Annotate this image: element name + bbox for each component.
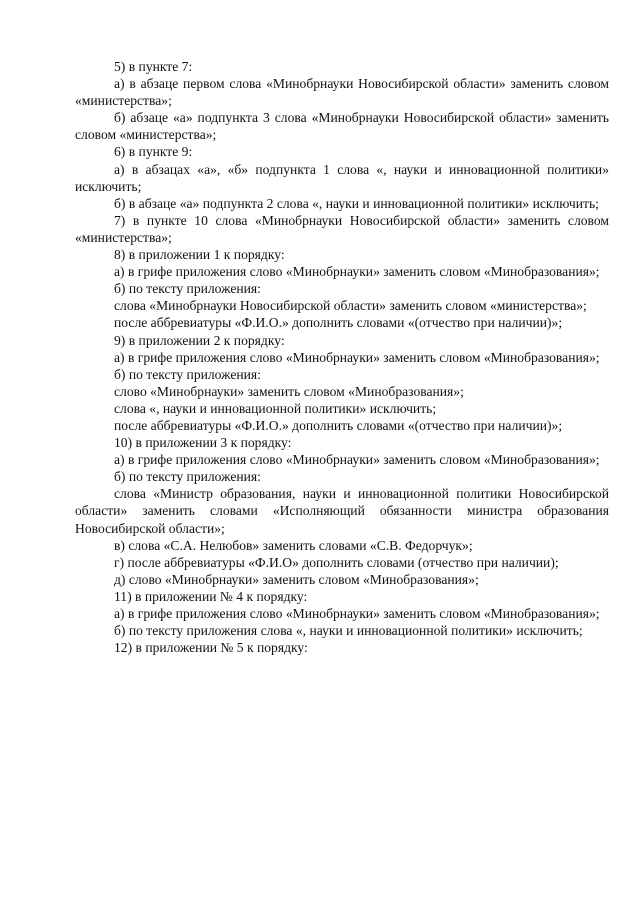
paragraph: 11) в приложении № 4 к порядку: (114, 588, 308, 604)
paragraph: 10) в приложении 3 к порядку: (114, 435, 292, 451)
paragraph: 8) в приложении 1 к порядку: (114, 247, 285, 263)
paragraph: слова «, науки и инновационной политики» исключить; (114, 400, 437, 416)
paragraph: слова «Минобрнауки Новосибирской области» заменить словом «министерства»; (114, 298, 587, 314)
paragraph: а) в грифе приложения слово «Минобрнауки» заменить словом «Минобразования»; (114, 264, 600, 280)
paragraph: а) в грифе приложения слово «Минобрнауки» заменить словом «Минобразования»; (114, 349, 600, 365)
paragraph: после аббревиатуры «Ф.И.О.» дополнить словами «(отчество при наличии)»; (114, 315, 563, 331)
paragraph: а) в абзаце первом слова «Минобрнауки Новосибирской области» заменить словом «министерства»; (75, 76, 609, 109)
paragraph: б) в абзаце «а» подпункта 2 слова «, науки и инновационной политики» исключить; (114, 195, 599, 211)
paragraph: 7) в пункте 10 слова «Минобрнауки Новосибирской области» заменить словом «министерства»; (75, 212, 609, 245)
paragraph: б) абзаце «а» подпункта 3 слова «Минобрнауки Новосибирской области» заменить словом «министерства»; (75, 110, 609, 143)
paragraph: слова «Министр образования, науки и инновационной политики Новосибирской области» заменить словами «Исполняющий обязанности министра образования Новосибирской области»; (75, 486, 609, 536)
paragraph: б) по тексту приложения: (114, 366, 261, 382)
paragraph: б) по тексту приложения: (114, 469, 261, 485)
paragraph: г) после аббревиатуры «Ф.И.О» дополнить словами (отчество при наличии); (114, 554, 559, 570)
paragraph: 6) в пункте 9: (114, 144, 193, 160)
paragraph: а) в грифе приложения слово «Минобрнауки» заменить словом «Минобразования»; (114, 452, 600, 468)
document-body (75, 58, 609, 656)
paragraph: б) по тексту приложения слова «, науки и инновационной политики» исключить; (114, 623, 583, 639)
paragraph: 5) в пункте 7: (114, 59, 193, 74)
paragraph: 9) в приложении 2 к порядку: (114, 332, 285, 348)
paragraph: в) слова «С.А. Нелюбов» заменить словами «С.В. Федорчук»; (114, 537, 473, 553)
paragraph: после аббревиатуры «Ф.И.О.» дополнить словами «(отчество при наличии)»; (114, 417, 563, 433)
paragraph: д) слово «Минобрнауки» заменить словом «Минобразования»; (114, 571, 479, 587)
paragraph: б) по тексту приложения: (114, 281, 261, 297)
paragraph: а) в абзацах «а», «б» подпункта 1 слова «, науки и инновационной политики» исключить; (75, 161, 609, 194)
paragraph: 12) в приложении № 5 к порядку: (114, 640, 308, 656)
paragraph: а) в грифе приложения слово «Минобрнауки» заменить словом «Минобразования»; (114, 606, 600, 621)
paragraph: слово «Минобрнауки» заменить словом «Минобразования»; (114, 383, 464, 399)
